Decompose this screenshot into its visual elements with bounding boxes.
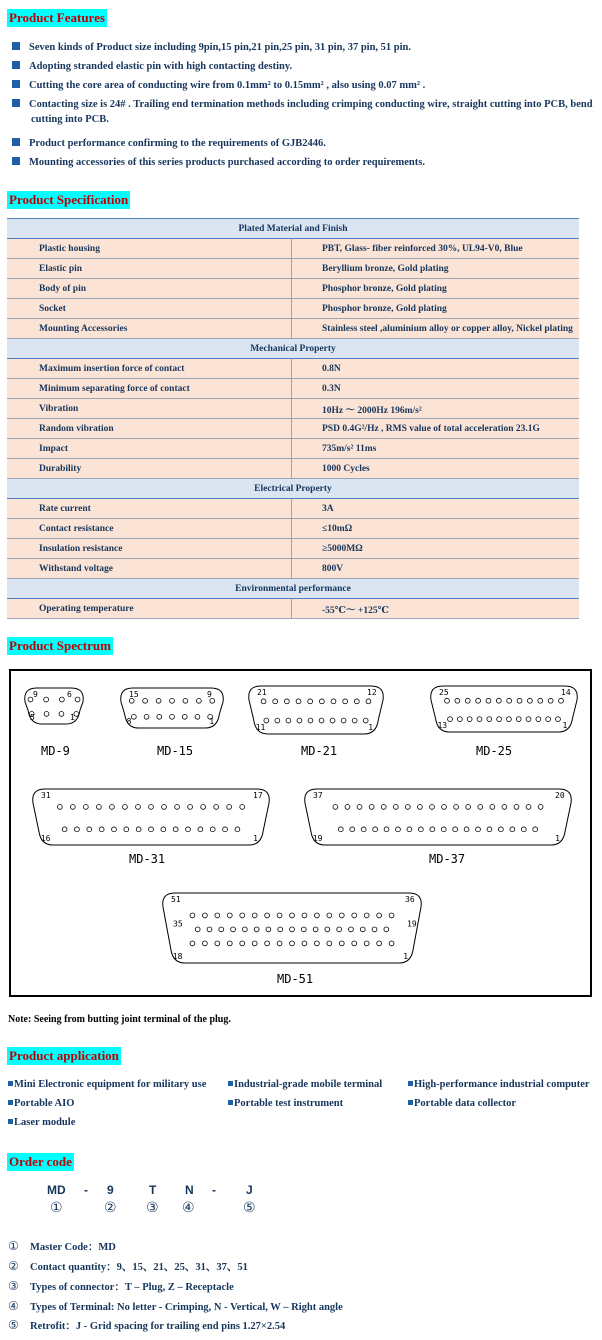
pin-hole [290, 941, 295, 946]
pin-hole [486, 698, 491, 703]
table-row: Impact 735m/s² 11ms [7, 439, 579, 459]
connector-diagram [9, 669, 592, 997]
pin-hole [182, 714, 187, 719]
pin-hole [227, 805, 232, 810]
pin-hole [455, 698, 460, 703]
pin-hole [445, 698, 450, 703]
pin-hole [75, 827, 80, 832]
pin-hole [186, 827, 191, 832]
pin-hole [201, 805, 206, 810]
pin-hole [44, 712, 49, 717]
pin-hole [131, 714, 136, 719]
application-item: Laser module [8, 1117, 75, 1128]
pin-hole [510, 827, 515, 832]
pin-number-label: 25 [439, 688, 449, 697]
application-item: Industrial-grade mobile terminal [228, 1079, 382, 1090]
pin-hole [261, 699, 266, 704]
table-group-header: Plated Material and Finish [7, 219, 579, 239]
order-code-marker: ④ [182, 1200, 195, 1216]
pin-hole [266, 927, 271, 932]
table-row: Insulation resistance ≥5000MΩ [7, 539, 579, 559]
pin-hole [277, 941, 282, 946]
features-title: Product Features [9, 10, 105, 25]
pin-hole [497, 717, 502, 722]
pin-hole [364, 941, 369, 946]
table-row: Maximum insertion force of contact 0.8N [7, 359, 579, 379]
pin-hole [373, 827, 378, 832]
order-legend-item: ② Contact quantity：9、15、21、25、31、37、51 [8, 1259, 248, 1273]
feature-item: Cutting the core area of conducting wire from 0.1mm² to 0.15mm² , also using 0.07 mm² . [12, 78, 596, 93]
specification-table [7, 218, 579, 619]
pin-hole [430, 827, 435, 832]
pin-number-label: 11 [255, 723, 266, 732]
order-code-part: J [246, 1183, 253, 1197]
pin-number-label: 13 [437, 721, 448, 730]
pin-hole [442, 805, 447, 810]
pin-hole [478, 805, 483, 810]
pin-hole [235, 827, 240, 832]
order-code-part: - [212, 1183, 216, 1197]
table-row: Mounting Accessories Stainless steel ,aluminium alloy or copper alloy, Nickel plating [7, 319, 579, 339]
bullet-icon [408, 1100, 413, 1105]
table-group-header: Mechanical Property [7, 339, 579, 359]
pin-hole [327, 913, 332, 918]
pin-hole [377, 913, 382, 918]
table-row: Plastic housing PBT, Glass- fiber reinforced 30%, UL94-V0, Blue [7, 239, 579, 259]
table-row: Random vibration PSD 0.4G²/Hz , RMS value of total acceleration 23.1G [7, 419, 579, 439]
order-code-part: MD [47, 1183, 66, 1197]
pin-number-label: 12 [367, 688, 377, 697]
specification-title: Product Specification [9, 192, 129, 207]
table-row: Vibration 10Hz ～ 2000Hz 196m/s² [7, 399, 579, 419]
pin-hole [170, 698, 175, 703]
pin-hole [240, 913, 245, 918]
pin-hole [143, 698, 148, 703]
pin-hole [333, 805, 338, 810]
pin-hole [62, 827, 67, 832]
pin-hole [195, 714, 200, 719]
bullet-icon [8, 1100, 13, 1105]
pin-hole [533, 827, 538, 832]
pin-hole [59, 712, 64, 717]
pin-hole [453, 827, 458, 832]
connector-name: MD-21 [301, 744, 338, 758]
pin-hole [297, 718, 302, 723]
pin-hole [314, 913, 319, 918]
pin-hole [331, 699, 336, 704]
connector-shell [249, 686, 384, 734]
pin-hole [275, 718, 280, 723]
pin-hole [448, 717, 453, 722]
pin-hole [215, 913, 220, 918]
pin-hole [112, 827, 117, 832]
pin-hole [57, 805, 62, 810]
pin-hole [352, 941, 357, 946]
pin-hole [330, 718, 335, 723]
pin-hole [210, 698, 215, 703]
application-item: High-performance industrial computer [408, 1079, 590, 1090]
bullet-icon [12, 99, 20, 107]
pin-hole [156, 698, 161, 703]
pin-hole [325, 927, 330, 932]
pin-hole [521, 827, 526, 832]
table-group-header: Environmental performance [7, 579, 579, 599]
pin-number-label: 1 [69, 713, 75, 722]
bullet-icon [8, 1081, 13, 1086]
pin-hole [44, 697, 49, 702]
pin-hole [149, 827, 154, 832]
pin-hole [339, 913, 344, 918]
pin-hole [538, 698, 543, 703]
pin-number-label: 9 [207, 690, 212, 699]
order-code-marker: ② [104, 1200, 117, 1216]
pin-hole [556, 717, 561, 722]
pin-number-label: 14 [561, 688, 571, 697]
pin-number-label: 9 [33, 690, 38, 699]
connector-name: MD-15 [157, 744, 194, 758]
pin-number-label: 5 [30, 713, 35, 722]
pin-hole [231, 927, 236, 932]
pin-hole [290, 927, 295, 932]
order-code-part: 9 [107, 1183, 114, 1197]
pin-hole [319, 718, 324, 723]
pin-hole [345, 805, 350, 810]
application-title: Product application [9, 1048, 119, 1063]
pin-hole [361, 827, 366, 832]
bullet-icon [228, 1100, 233, 1105]
pin-hole [277, 913, 282, 918]
pin-hole [389, 913, 394, 918]
pin-hole [354, 699, 359, 704]
order-code-part: N [185, 1183, 194, 1197]
pin-hole [70, 805, 75, 810]
table-row: Operating temperature -55℃～ +125℃ [7, 599, 579, 619]
pin-hole [190, 913, 195, 918]
pin-hole [313, 927, 318, 932]
pin-number-label: 1 [555, 834, 560, 843]
pin-hole [516, 717, 521, 722]
pin-number-label: 35 [173, 919, 183, 929]
pin-hole [308, 699, 313, 704]
pin-hole [536, 717, 541, 722]
connector-name: MD-51 [277, 972, 314, 986]
pin-hole [124, 827, 129, 832]
application-item: Mini Electronic equipment for military use [8, 1079, 206, 1090]
pin-number-label: 36 [405, 895, 415, 904]
pin-hole [136, 827, 141, 832]
pin-number-label: 31 [41, 791, 51, 800]
pin-hole [215, 941, 220, 946]
pin-hole [418, 827, 423, 832]
order-legend-item: ⑤ Retrofit：J - Grid spacing for trailing end pins 1.27×2.54 [8, 1318, 286, 1332]
pin-hole [352, 718, 357, 723]
pin-number-label: 21 [257, 688, 267, 697]
pin-hole [284, 699, 289, 704]
pin-hole [170, 714, 175, 719]
pin-hole [377, 941, 382, 946]
pin-hole [349, 927, 354, 932]
pin-number-label: 16 [40, 834, 51, 843]
pin-hole [393, 805, 398, 810]
pin-hole [173, 827, 178, 832]
pin-hole [487, 827, 492, 832]
pin-hole [384, 827, 389, 832]
application-item: Portable AIO [8, 1098, 74, 1109]
connector-shell [305, 789, 572, 845]
pin-number-label: 1 [253, 834, 258, 843]
pin-hole [214, 805, 219, 810]
pin-hole [457, 717, 462, 722]
pin-hole [405, 805, 410, 810]
pin-hole [75, 697, 80, 702]
pin-hole [360, 927, 365, 932]
connector-name: MD-9 [41, 744, 70, 758]
pin-hole [528, 698, 533, 703]
table-row: Rate current 3A [7, 499, 579, 519]
feature-item: Mounting accessories of this series products purchased according to order requirements. [12, 155, 596, 170]
pin-hole [202, 913, 207, 918]
pin-hole [227, 941, 232, 946]
pin-hole [464, 827, 469, 832]
pin-hole [465, 698, 470, 703]
pin-hole [548, 698, 553, 703]
pin-hole [157, 714, 162, 719]
pin-hole [466, 805, 471, 810]
feature-item: Product performance confirming to the requirements of GJB2446. [12, 136, 596, 151]
pin-hole [210, 827, 215, 832]
pin-hole [196, 698, 201, 703]
bullet-icon [12, 61, 20, 69]
table-row: Durability 1000 Cycles [7, 459, 579, 479]
pin-number-label: 19 [407, 919, 417, 929]
order-legend-item: ③ Types of connector：T – Plug, Z – Receptacle [8, 1279, 234, 1293]
pin-hole [337, 927, 342, 932]
pin-hole [498, 827, 503, 832]
table-row: Elastic pin Beryllium bronze, Gold plating [7, 259, 579, 279]
pin-hole [99, 827, 104, 832]
connector-drawings [11, 671, 590, 995]
order-code-part: T [149, 1183, 157, 1197]
pin-hole [507, 717, 512, 722]
spectrum-note: Note: Seeing from butting joint terminal of the plug. [8, 1014, 231, 1025]
pin-hole [198, 827, 203, 832]
table-row: Body of pin Phosphor bronze, Gold plating [7, 279, 579, 299]
pin-number-label: 19 [312, 834, 323, 843]
pin-hole [301, 927, 306, 932]
pin-hole [517, 698, 522, 703]
pin-hole [454, 805, 459, 810]
pin-hole [526, 805, 531, 810]
pin-hole [417, 805, 422, 810]
pin-hole [240, 941, 245, 946]
pin-hole [183, 698, 188, 703]
pin-hole [175, 805, 180, 810]
pin-hole [227, 913, 232, 918]
pin-hole [195, 927, 200, 932]
bullet-icon [12, 138, 20, 146]
pin-hole [366, 699, 371, 704]
connector-shell [33, 789, 270, 845]
pin-hole [389, 941, 394, 946]
pin-hole [302, 941, 307, 946]
pin-hole [467, 717, 472, 722]
pin-hole [188, 805, 193, 810]
pin-hole [207, 927, 212, 932]
pin-number-label: 37 [313, 791, 323, 800]
pin-hole [381, 805, 386, 810]
pin-number-label: 1 [368, 723, 374, 732]
connector-name: MD-25 [476, 744, 513, 758]
pin-number-label: 6 [67, 690, 72, 699]
pin-hole [240, 805, 245, 810]
bullet-icon [12, 42, 20, 50]
pin-hole [296, 699, 301, 704]
pin-hole [372, 927, 377, 932]
pin-hole [352, 913, 357, 918]
pin-hole [136, 805, 141, 810]
connector-name: MD-37 [429, 852, 466, 866]
feature-item: Adopting stranded elastic pin with high contacting destiny. [12, 59, 596, 74]
bullet-icon [8, 1119, 13, 1124]
pin-hole [87, 827, 92, 832]
pin-hole [144, 714, 149, 719]
pin-hole [477, 717, 482, 722]
pin-hole [286, 718, 291, 723]
pin-hole [308, 718, 313, 723]
table-row: Minimum separating force of contact 0.3N [7, 379, 579, 399]
pin-hole [223, 827, 228, 832]
order-code-marker: ③ [146, 1200, 159, 1216]
pin-hole [357, 805, 362, 810]
pin-hole [161, 827, 166, 832]
pin-hole [430, 805, 435, 810]
pin-hole [96, 805, 101, 810]
pin-hole [339, 941, 344, 946]
pin-hole [343, 699, 348, 704]
pin-hole [302, 913, 307, 918]
pin-hole [319, 699, 324, 704]
feature-item: Contacting size is 24# . Trailing end termination methods including crimping conducting wire, straight cutting into PCB, bend cutting into PCB. [12, 97, 596, 127]
pin-hole [278, 927, 283, 932]
pin-hole [514, 805, 519, 810]
pin-number-label: 51 [171, 895, 181, 904]
pin-hole [327, 941, 332, 946]
pin-hole [526, 717, 531, 722]
pin-hole [252, 913, 257, 918]
pin-hole [490, 805, 495, 810]
order-legend-item: ① Master Code：MD [8, 1239, 116, 1253]
pin-hole [162, 805, 167, 810]
pin-hole [476, 698, 481, 703]
order-code-marker: ⑤ [243, 1200, 256, 1216]
pin-number-label: 1 [562, 721, 568, 730]
pin-hole [314, 941, 319, 946]
pin-hole [487, 717, 492, 722]
pin-hole [59, 697, 64, 702]
pin-hole [502, 805, 507, 810]
order-title: Order code [9, 1154, 72, 1169]
table-group-header: Electrical Property [7, 479, 579, 499]
pin-hole [83, 805, 88, 810]
pin-hole [546, 717, 551, 722]
bullet-icon [12, 80, 20, 88]
bullet-icon [12, 157, 20, 165]
pin-number-label: 18 [172, 952, 183, 961]
pin-hole [123, 805, 128, 810]
pin-hole [441, 827, 446, 832]
pin-hole [190, 941, 195, 946]
pin-hole [384, 927, 389, 932]
pin-hole [149, 805, 154, 810]
pin-hole [350, 827, 355, 832]
pin-hole [265, 941, 270, 946]
application-item: Portable test instrument [228, 1098, 343, 1109]
pin-hole [254, 927, 259, 932]
pin-hole [559, 698, 564, 703]
pin-hole [407, 827, 412, 832]
pin-hole [341, 718, 346, 723]
table-row: Withstand voltage 800V [7, 559, 579, 579]
pin-number-label: 17 [253, 791, 263, 800]
spectrum-title: Product Spectrum [9, 638, 111, 653]
order-code-marker: ① [50, 1200, 63, 1216]
pin-hole [476, 827, 481, 832]
order-legend-item: ④ Types of Terminal: No letter - Crimping, N - Vertical, W – Right angle [8, 1299, 343, 1313]
connector-name: MD-31 [129, 852, 166, 866]
pin-hole [242, 927, 247, 932]
pin-hole [364, 913, 369, 918]
pin-hole [273, 699, 278, 704]
table-row: Socket Phosphor bronze, Gold plating [7, 299, 579, 319]
pin-hole [129, 698, 134, 703]
pin-hole [496, 698, 501, 703]
connector-shell [163, 893, 422, 963]
pin-hole [538, 805, 543, 810]
pin-hole [265, 913, 270, 918]
pin-number-label: 15 [129, 690, 139, 699]
pin-number-label: 20 [555, 791, 565, 800]
pin-hole [110, 805, 115, 810]
pin-hole [252, 941, 257, 946]
bullet-icon [408, 1081, 413, 1086]
connector-shell [431, 686, 578, 732]
pin-hole [338, 827, 343, 832]
pin-hole [396, 827, 401, 832]
order-code-part: - [84, 1183, 88, 1197]
feature-item: Seven kinds of Product size including 9pin,15 pin,21 pin,25 pin, 31 pin, 37 pin, 51 pin. [12, 40, 596, 55]
pin-number-label: 1 [403, 952, 409, 961]
bullet-icon [228, 1081, 233, 1086]
pin-hole [369, 805, 374, 810]
pin-hole [219, 927, 224, 932]
pin-hole [290, 913, 295, 918]
application-item: Portable data collector [408, 1098, 516, 1109]
pin-hole [507, 698, 512, 703]
pin-number-label: 8 [126, 717, 132, 726]
table-row: Contact resistance ≤10mΩ [7, 519, 579, 539]
pin-number-label: 1 [209, 717, 215, 726]
pin-hole [202, 941, 207, 946]
